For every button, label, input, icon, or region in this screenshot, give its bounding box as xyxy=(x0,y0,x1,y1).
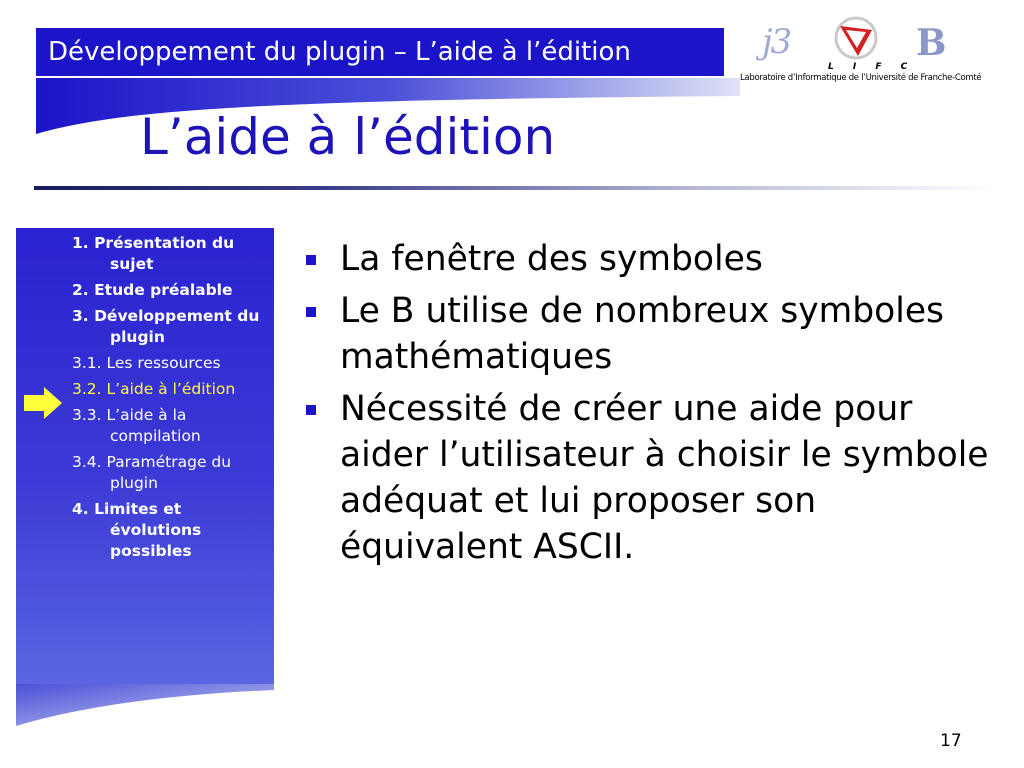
bullet-text: La fenêtre des symboles xyxy=(340,239,763,279)
outline-item-parametrage[interactable]: 3.4. Paramétrage du plugin xyxy=(72,453,232,492)
bullet-list xyxy=(300,236,1000,576)
bullet-text: Le B utilise de nombreux symboles mathématiques xyxy=(340,291,945,377)
outline-item-ressources[interactable]: 3.1. Les ressources xyxy=(72,354,221,372)
header-banner: Développement du plugin – L’aide à l’édition xyxy=(36,28,724,76)
bullet-item xyxy=(300,288,1000,380)
outline-item-limites[interactable]: 4. Limites et évolutions possibles xyxy=(72,500,202,560)
square-bullet-icon xyxy=(306,405,316,415)
outline-item-etude[interactable]: 2. Etude préalable xyxy=(72,281,233,299)
lifc-logo-icon xyxy=(832,14,880,62)
page-number: 17 xyxy=(940,731,962,751)
lab-caption: Laboratoire d’Informatique de l’Université de Franche-Comté xyxy=(740,73,982,83)
bottom-swoosh-decoration xyxy=(0,676,290,736)
square-bullet-icon xyxy=(306,307,316,317)
square-bullet-icon xyxy=(306,255,316,265)
outline-item-developpement[interactable]: 3. Développement du plugin xyxy=(72,307,260,346)
j3-logo: j3 xyxy=(762,22,791,62)
slide-title: L’aide à l’édition xyxy=(140,108,556,166)
title-divider xyxy=(34,186,994,190)
sidebar-outline xyxy=(72,233,272,567)
b-method-logo: B xyxy=(916,22,947,64)
outline-item-aide-edition[interactable]: 3.2. L’aide à l’édition xyxy=(72,380,236,398)
bullet-text: Nécessité de créer une aide pour aider l’utilisateur à choisir le symbole adéquat et lui proposer son équivalent ASCII. xyxy=(340,389,989,567)
outline-item-presentation[interactable]: 1. Présentation du sujet xyxy=(72,234,235,273)
outline-item-aide-compilation[interactable]: 3.3. L’aide à la compilation xyxy=(72,406,201,445)
logo-group xyxy=(740,10,980,84)
lifc-logo-text: L I F C xyxy=(828,62,916,72)
current-section-arrow-icon xyxy=(24,387,62,419)
bullet-item xyxy=(300,386,1000,570)
bullet-item xyxy=(300,236,1000,282)
